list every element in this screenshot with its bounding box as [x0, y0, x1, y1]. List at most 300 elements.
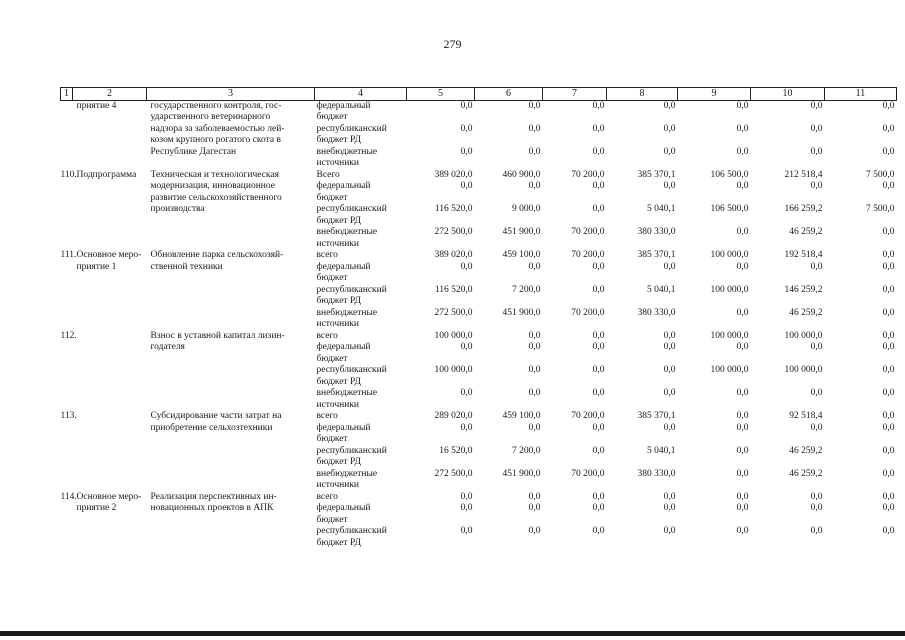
amount-cell-col-9 [678, 365, 751, 377]
amount-cell-col-11-text: 0,0 [882, 123, 895, 134]
description-cell [147, 239, 315, 251]
amount-cell-col-6-text [475, 319, 541, 331]
amount-cell-col-11-text: 0,0 [882, 365, 895, 375]
amount-cell-col-9-text [678, 158, 749, 170]
amount-cell-col-9-text: 0,0 [736, 146, 749, 157]
amount-cell-col-6 [475, 434, 543, 446]
funding-source-cell [315, 135, 407, 147]
amount-cell-col-9-text [678, 296, 749, 308]
amount-cell-col-6-text: 0,0 [528, 330, 541, 341]
item-name-cell [73, 331, 147, 343]
row-number-cell-text: 110. [60, 169, 77, 180]
amount-cell-col-10 [751, 170, 825, 182]
amount-cell-col-9 [678, 423, 751, 435]
funding-source-cell-text: внебюджетные [316, 227, 378, 237]
item-name-cell-text [77, 365, 147, 377]
amount-cell-col-6 [475, 411, 543, 423]
amount-cell-col-8 [607, 296, 678, 308]
table-row [61, 262, 897, 274]
table-body [61, 100, 897, 549]
column-header-9: 9 [678, 88, 751, 101]
amount-cell-col-9-text: 106 500,0 [710, 169, 749, 180]
amount-cell-col-11-text: 7 500,0 [866, 169, 895, 180]
amount-cell-col-8-text: 0,0 [663, 123, 676, 134]
column-header-3: 3 [147, 88, 315, 101]
item-name-cell [73, 216, 147, 228]
amount-cell-col-11 [825, 158, 897, 170]
amount-cell-col-9-text [678, 354, 749, 366]
amount-cell-col-6-text: 0,0 [528, 100, 541, 111]
amount-cell-col-10 [751, 354, 825, 366]
amount-cell-col-11 [825, 239, 897, 251]
amount-cell-col-11 [825, 204, 897, 216]
item-name-cell [73, 112, 147, 124]
amount-cell-col-8-text [607, 158, 676, 170]
row-number-cell-text [61, 538, 73, 550]
funding-source-cell-text: бюджет РД [316, 376, 362, 387]
funding-source-cell [315, 526, 407, 538]
description-cell [147, 526, 315, 538]
amount-cell-col-9 [678, 319, 751, 331]
row-number-cell [61, 147, 73, 159]
amount-cell-col-10-text: 146 259,2 [784, 284, 823, 295]
description-cell-text [151, 319, 315, 331]
amount-cell-col-6-text: 451 900,0 [502, 468, 541, 479]
amount-cell-col-5 [407, 204, 475, 216]
amount-cell-col-9-text [678, 377, 749, 389]
amount-cell-col-11 [825, 400, 897, 412]
amount-cell-col-6-text [475, 273, 541, 285]
amount-cell-col-10 [751, 342, 825, 354]
funding-source-cell [315, 388, 407, 400]
funding-source-cell [315, 538, 407, 550]
amount-cell-col-5 [407, 250, 475, 262]
amount-cell-col-10-text [751, 515, 823, 527]
amount-cell-col-5-text: 0,0 [460, 422, 473, 433]
amount-cell-col-7 [543, 170, 607, 182]
item-name-cell-text [77, 480, 147, 492]
amount-cell-col-6-text [475, 216, 541, 228]
amount-cell-col-9-text: 0,0 [736, 123, 749, 134]
amount-cell-col-10-text [751, 538, 823, 550]
description-cell [147, 124, 315, 136]
table-row [61, 100, 897, 112]
table-row [61, 342, 897, 354]
amount-cell-col-8 [607, 377, 678, 389]
description-cell [147, 308, 315, 320]
row-number-cell [61, 457, 73, 469]
amount-cell-col-8-text: 0,0 [663, 365, 676, 375]
amount-cell-col-6 [475, 181, 543, 193]
description-cell [147, 342, 315, 354]
amount-cell-col-9-text: 100 000,0 [710, 250, 749, 260]
amount-cell-col-6 [475, 526, 543, 538]
amount-cell-col-9 [678, 342, 751, 354]
amount-cell-col-11-text [825, 158, 895, 170]
table-row [61, 446, 897, 458]
row-number-cell-text: 113. [60, 411, 77, 421]
amount-cell-col-6-text: 459 100,0 [502, 250, 541, 260]
item-name-cell [73, 538, 147, 550]
funding-source-cell-text: бюджет [316, 112, 348, 122]
amount-cell-col-9-text: 0,0 [736, 491, 749, 502]
amount-cell-col-7-text: 0,0 [592, 388, 605, 398]
amount-cell-col-7-text [543, 354, 605, 366]
amount-cell-col-10 [751, 227, 825, 239]
table-row [61, 296, 897, 308]
funding-source-cell-text: бюджет РД [316, 135, 362, 145]
description-cell [147, 262, 315, 274]
amount-cell-col-8-text [607, 296, 676, 308]
amount-cell-col-5 [407, 331, 475, 343]
amount-cell-col-11-text: 0,0 [882, 468, 895, 479]
item-name-cell-text [77, 434, 147, 446]
amount-cell-col-7 [543, 388, 607, 400]
amount-cell-col-8-text: 380 330,0 [637, 468, 676, 479]
funding-source-cell [315, 112, 407, 124]
row-number-cell-text [61, 147, 73, 159]
row-number-cell [60, 411, 77, 423]
amount-cell-col-5 [407, 492, 475, 504]
row-number-cell [61, 204, 73, 216]
amount-cell-col-8 [607, 354, 678, 366]
description-cell-text [151, 308, 315, 320]
amount-cell-col-5 [407, 193, 475, 205]
item-name-cell-text [77, 124, 147, 136]
item-name-cell [73, 319, 147, 331]
amount-cell-col-7-text: 0,0 [592, 181, 605, 191]
amount-cell-col-11-text [825, 112, 895, 124]
page-number: 279 [443, 37, 462, 51]
amount-cell-col-8 [607, 193, 678, 205]
amount-cell-col-6 [475, 147, 543, 159]
item-name-cell [73, 239, 147, 251]
row-number-cell-text [61, 227, 73, 239]
amount-cell-col-8 [607, 100, 678, 112]
amount-cell-col-7 [543, 181, 607, 193]
amount-cell-col-9 [678, 250, 751, 262]
row-number-cell-text [61, 101, 73, 113]
amount-cell-col-5 [407, 262, 475, 274]
amount-cell-col-6 [475, 400, 543, 412]
amount-cell-col-6 [475, 423, 543, 435]
row-number-cell-text [61, 480, 73, 492]
amount-cell-col-7 [543, 411, 607, 423]
amount-cell-col-7-text [543, 296, 605, 308]
amount-cell-col-9-text: 0,0 [736, 342, 749, 352]
amount-cell-col-7-text: 0,0 [592, 422, 605, 433]
amount-cell-col-6-text: 0,0 [528, 422, 541, 433]
amount-cell-col-11-text: 7 500,0 [866, 204, 895, 214]
amount-cell-col-11-text: 0,0 [882, 284, 895, 295]
table-row [61, 204, 897, 216]
amount-cell-col-10-text [751, 239, 823, 251]
amount-cell-col-6-text [475, 296, 541, 308]
amount-cell-col-6 [475, 446, 543, 458]
description-cell [147, 515, 315, 527]
amount-cell-col-6-text [475, 354, 541, 366]
amount-cell-col-8 [607, 250, 678, 262]
amount-cell-col-7-text: 70 200,0 [571, 307, 605, 318]
description-cell [147, 170, 315, 182]
amount-cell-col-11-text: 0,0 [882, 342, 895, 352]
bottom-border [0, 631, 905, 636]
description-cell-text [151, 227, 315, 239]
amount-cell-col-9 [678, 388, 751, 400]
row-number-cell [61, 377, 73, 389]
amount-cell-col-5-text [407, 273, 473, 285]
amount-cell-col-8 [607, 319, 678, 331]
amount-cell-col-6-text [475, 434, 541, 446]
row-number-cell [61, 285, 73, 297]
amount-cell-col-5-text [407, 216, 473, 228]
item-name-cell-text [77, 319, 147, 331]
amount-cell-col-8 [607, 273, 678, 285]
item-name-cell [73, 400, 147, 412]
amount-cell-col-10 [751, 538, 825, 550]
amount-cell-col-5-text: 272 500,0 [434, 307, 473, 318]
amount-cell-col-6 [475, 319, 543, 331]
row-number-cell-text [61, 273, 73, 285]
amount-cell-col-6 [475, 158, 543, 170]
amount-cell-col-8-text [607, 193, 676, 205]
description-cell [147, 158, 315, 170]
row-number-cell-text [61, 216, 73, 228]
amount-cell-col-7 [543, 538, 607, 550]
funding-source-cell [315, 492, 407, 504]
amount-cell-col-7-text: 0,0 [592, 503, 605, 513]
amount-cell-col-6-text [475, 193, 541, 205]
item-name-cell-text [77, 216, 147, 228]
row-number-cell [61, 526, 73, 538]
item-name-cell [73, 342, 147, 354]
amount-cell-col-9-text: 0,0 [736, 388, 749, 398]
amount-cell-col-9 [678, 112, 751, 124]
funding-source-cell [315, 147, 407, 159]
amount-cell-col-6-text [475, 135, 541, 147]
description-cell [147, 354, 315, 366]
row-number-cell [61, 469, 73, 481]
table-row [61, 469, 897, 481]
amount-cell-col-7 [543, 423, 607, 435]
row-number-cell-text: 114. [60, 491, 77, 502]
amount-cell-col-11-text: 0,0 [882, 388, 895, 398]
item-name-cell-text [77, 377, 147, 389]
item-name-cell [73, 158, 147, 170]
amount-cell-col-9-text: 0,0 [736, 100, 749, 111]
item-name-cell [73, 434, 147, 446]
item-name-cell-text [77, 526, 147, 538]
row-number-cell [61, 124, 73, 136]
amount-cell-col-10 [751, 135, 825, 147]
item-name-cell [73, 446, 147, 458]
amount-cell-col-6-text: 451 900,0 [502, 227, 541, 237]
row-number-cell [61, 480, 73, 492]
amount-cell-col-11-text: 0,0 [882, 227, 895, 237]
amount-cell-col-9 [678, 204, 751, 216]
funding-source-cell [315, 469, 407, 481]
amount-cell-col-7-text: 0,0 [592, 204, 605, 214]
amount-cell-col-10 [751, 469, 825, 481]
row-number-cell-text [61, 285, 73, 297]
item-name-cell [73, 100, 147, 112]
amount-cell-col-9 [678, 480, 751, 492]
amount-cell-col-11 [825, 170, 897, 182]
amount-cell-col-7-text: 0,0 [592, 284, 605, 295]
table-row [61, 526, 897, 538]
amount-cell-col-9-text [678, 239, 749, 251]
amount-cell-col-5-text: 272 500,0 [434, 227, 473, 237]
amount-cell-col-5-text [407, 538, 473, 550]
funding-source-cell [315, 227, 407, 239]
amount-cell-col-5-text: 272 500,0 [434, 468, 473, 479]
amount-cell-col-9 [678, 262, 751, 274]
amount-cell-col-5 [407, 181, 475, 193]
table-row [61, 308, 897, 320]
funding-source-cell [315, 285, 407, 297]
amount-cell-col-7-text [543, 135, 605, 147]
description-cell [147, 423, 315, 435]
amount-cell-col-6-text: 0,0 [528, 261, 541, 272]
funding-source-cell-text: бюджет РД [316, 537, 362, 548]
description-cell [147, 331, 315, 343]
amount-cell-col-11 [825, 285, 897, 297]
description-cell [147, 365, 315, 377]
amount-cell-col-11-text [825, 480, 895, 492]
item-name-cell [73, 365, 147, 377]
funding-source-cell-text: источники [316, 158, 359, 168]
item-name-cell-text [77, 158, 147, 170]
description-cell-text [151, 388, 315, 400]
amount-cell-col-8 [607, 469, 678, 481]
amount-cell-col-6 [475, 262, 543, 274]
amount-cell-col-9-text [678, 135, 749, 147]
amount-cell-col-5 [407, 100, 475, 112]
item-name-cell [73, 515, 147, 527]
amount-cell-col-5-text [407, 354, 473, 366]
funding-source-cell-text: республиканский [316, 445, 387, 456]
description-cell [147, 388, 315, 400]
amount-cell-col-9 [678, 331, 751, 343]
amount-cell-col-11-text [825, 239, 895, 251]
table-row [61, 216, 897, 228]
amount-cell-col-11 [825, 365, 897, 377]
amount-cell-col-5-text: 0,0 [460, 491, 473, 502]
amount-cell-col-5 [407, 526, 475, 538]
amount-cell-col-11-text [825, 377, 895, 389]
amount-cell-col-7 [543, 100, 607, 112]
amount-cell-col-6 [475, 365, 543, 377]
amount-cell-col-11 [825, 423, 897, 435]
funding-source-cell-text: бюджет [316, 514, 348, 525]
amount-cell-col-5 [407, 227, 475, 239]
row-number-cell [61, 388, 73, 400]
amount-cell-col-9 [678, 411, 751, 423]
amount-cell-col-9 [678, 354, 751, 366]
table-row [61, 423, 897, 435]
amount-cell-col-8-text: 0,0 [663, 422, 676, 433]
table-row [61, 135, 897, 147]
amount-cell-col-10-text [751, 319, 823, 331]
amount-cell-col-9 [678, 492, 751, 504]
amount-cell-col-9 [678, 457, 751, 469]
funding-source-cell [315, 100, 407, 112]
amount-cell-col-10-text: 0,0 [810, 491, 823, 502]
amount-cell-col-6-text [475, 112, 541, 124]
amount-cell-col-5 [407, 388, 475, 400]
description-cell-text [151, 365, 315, 377]
amount-cell-col-10 [751, 193, 825, 205]
funding-source-cell-text: внебюджетные [316, 307, 378, 318]
amount-cell-col-10 [751, 400, 825, 412]
amount-cell-col-8-text [607, 354, 676, 366]
amount-cell-col-5-text: 289 020,0 [434, 411, 473, 421]
amount-cell-col-7 [543, 308, 607, 320]
amount-cell-col-6-text [475, 538, 541, 550]
amount-cell-col-9-text: 100 000,0 [710, 284, 749, 295]
amount-cell-col-11-text [825, 457, 895, 469]
amount-cell-col-9-text [678, 457, 749, 469]
item-name-cell-text [77, 411, 147, 423]
description-cell [147, 147, 315, 159]
item-name-cell [73, 204, 147, 216]
row-number-cell [61, 158, 73, 170]
amount-cell-col-9-text [678, 216, 749, 228]
amount-cell-col-7-text: 70 200,0 [571, 227, 605, 237]
amount-cell-col-8 [607, 342, 678, 354]
amount-cell-col-7 [543, 480, 607, 492]
amount-cell-col-8-text: 0,0 [663, 181, 676, 191]
row-number-cell-text [61, 400, 73, 412]
row-number-cell [61, 100, 73, 112]
amount-cell-col-11 [825, 354, 897, 366]
amount-cell-col-9-text: 100 000,0 [710, 330, 749, 341]
funding-source-cell [315, 400, 407, 412]
amount-cell-col-5-text [407, 135, 473, 147]
amount-cell-col-8-text [607, 515, 676, 527]
amount-cell-col-6-text: 7 200,0 [512, 284, 541, 295]
amount-cell-col-10-text [751, 480, 823, 492]
amount-cell-col-5 [407, 170, 475, 182]
amount-cell-col-7 [543, 135, 607, 147]
amount-cell-col-10 [751, 446, 825, 458]
amount-cell-col-6 [475, 112, 543, 124]
amount-cell-col-7 [543, 319, 607, 331]
amount-cell-col-5 [407, 296, 475, 308]
row-number-cell [61, 365, 73, 377]
amount-cell-col-7-text: 0,0 [592, 146, 605, 157]
item-name-cell [73, 308, 147, 320]
amount-cell-col-6-text: 0,0 [528, 123, 541, 134]
amount-cell-col-6 [475, 124, 543, 136]
amount-cell-col-10-text [751, 135, 823, 147]
amount-cell-col-7 [543, 400, 607, 412]
table-row [61, 503, 897, 515]
amount-cell-col-6 [475, 285, 543, 297]
item-name-cell-text [77, 342, 147, 354]
amount-cell-col-7 [543, 331, 607, 343]
amount-cell-col-10-text [751, 377, 823, 389]
amount-cell-col-8-text [607, 273, 676, 285]
item-name-cell-text [77, 308, 147, 320]
amount-cell-col-7-text [543, 377, 605, 389]
amount-cell-col-7-text [543, 112, 605, 124]
funding-source-cell-text: бюджет [316, 353, 348, 364]
description-cell [147, 538, 315, 550]
description-cell-text [151, 377, 315, 389]
description-cell [147, 100, 315, 112]
amount-cell-col-9-text [678, 112, 749, 124]
